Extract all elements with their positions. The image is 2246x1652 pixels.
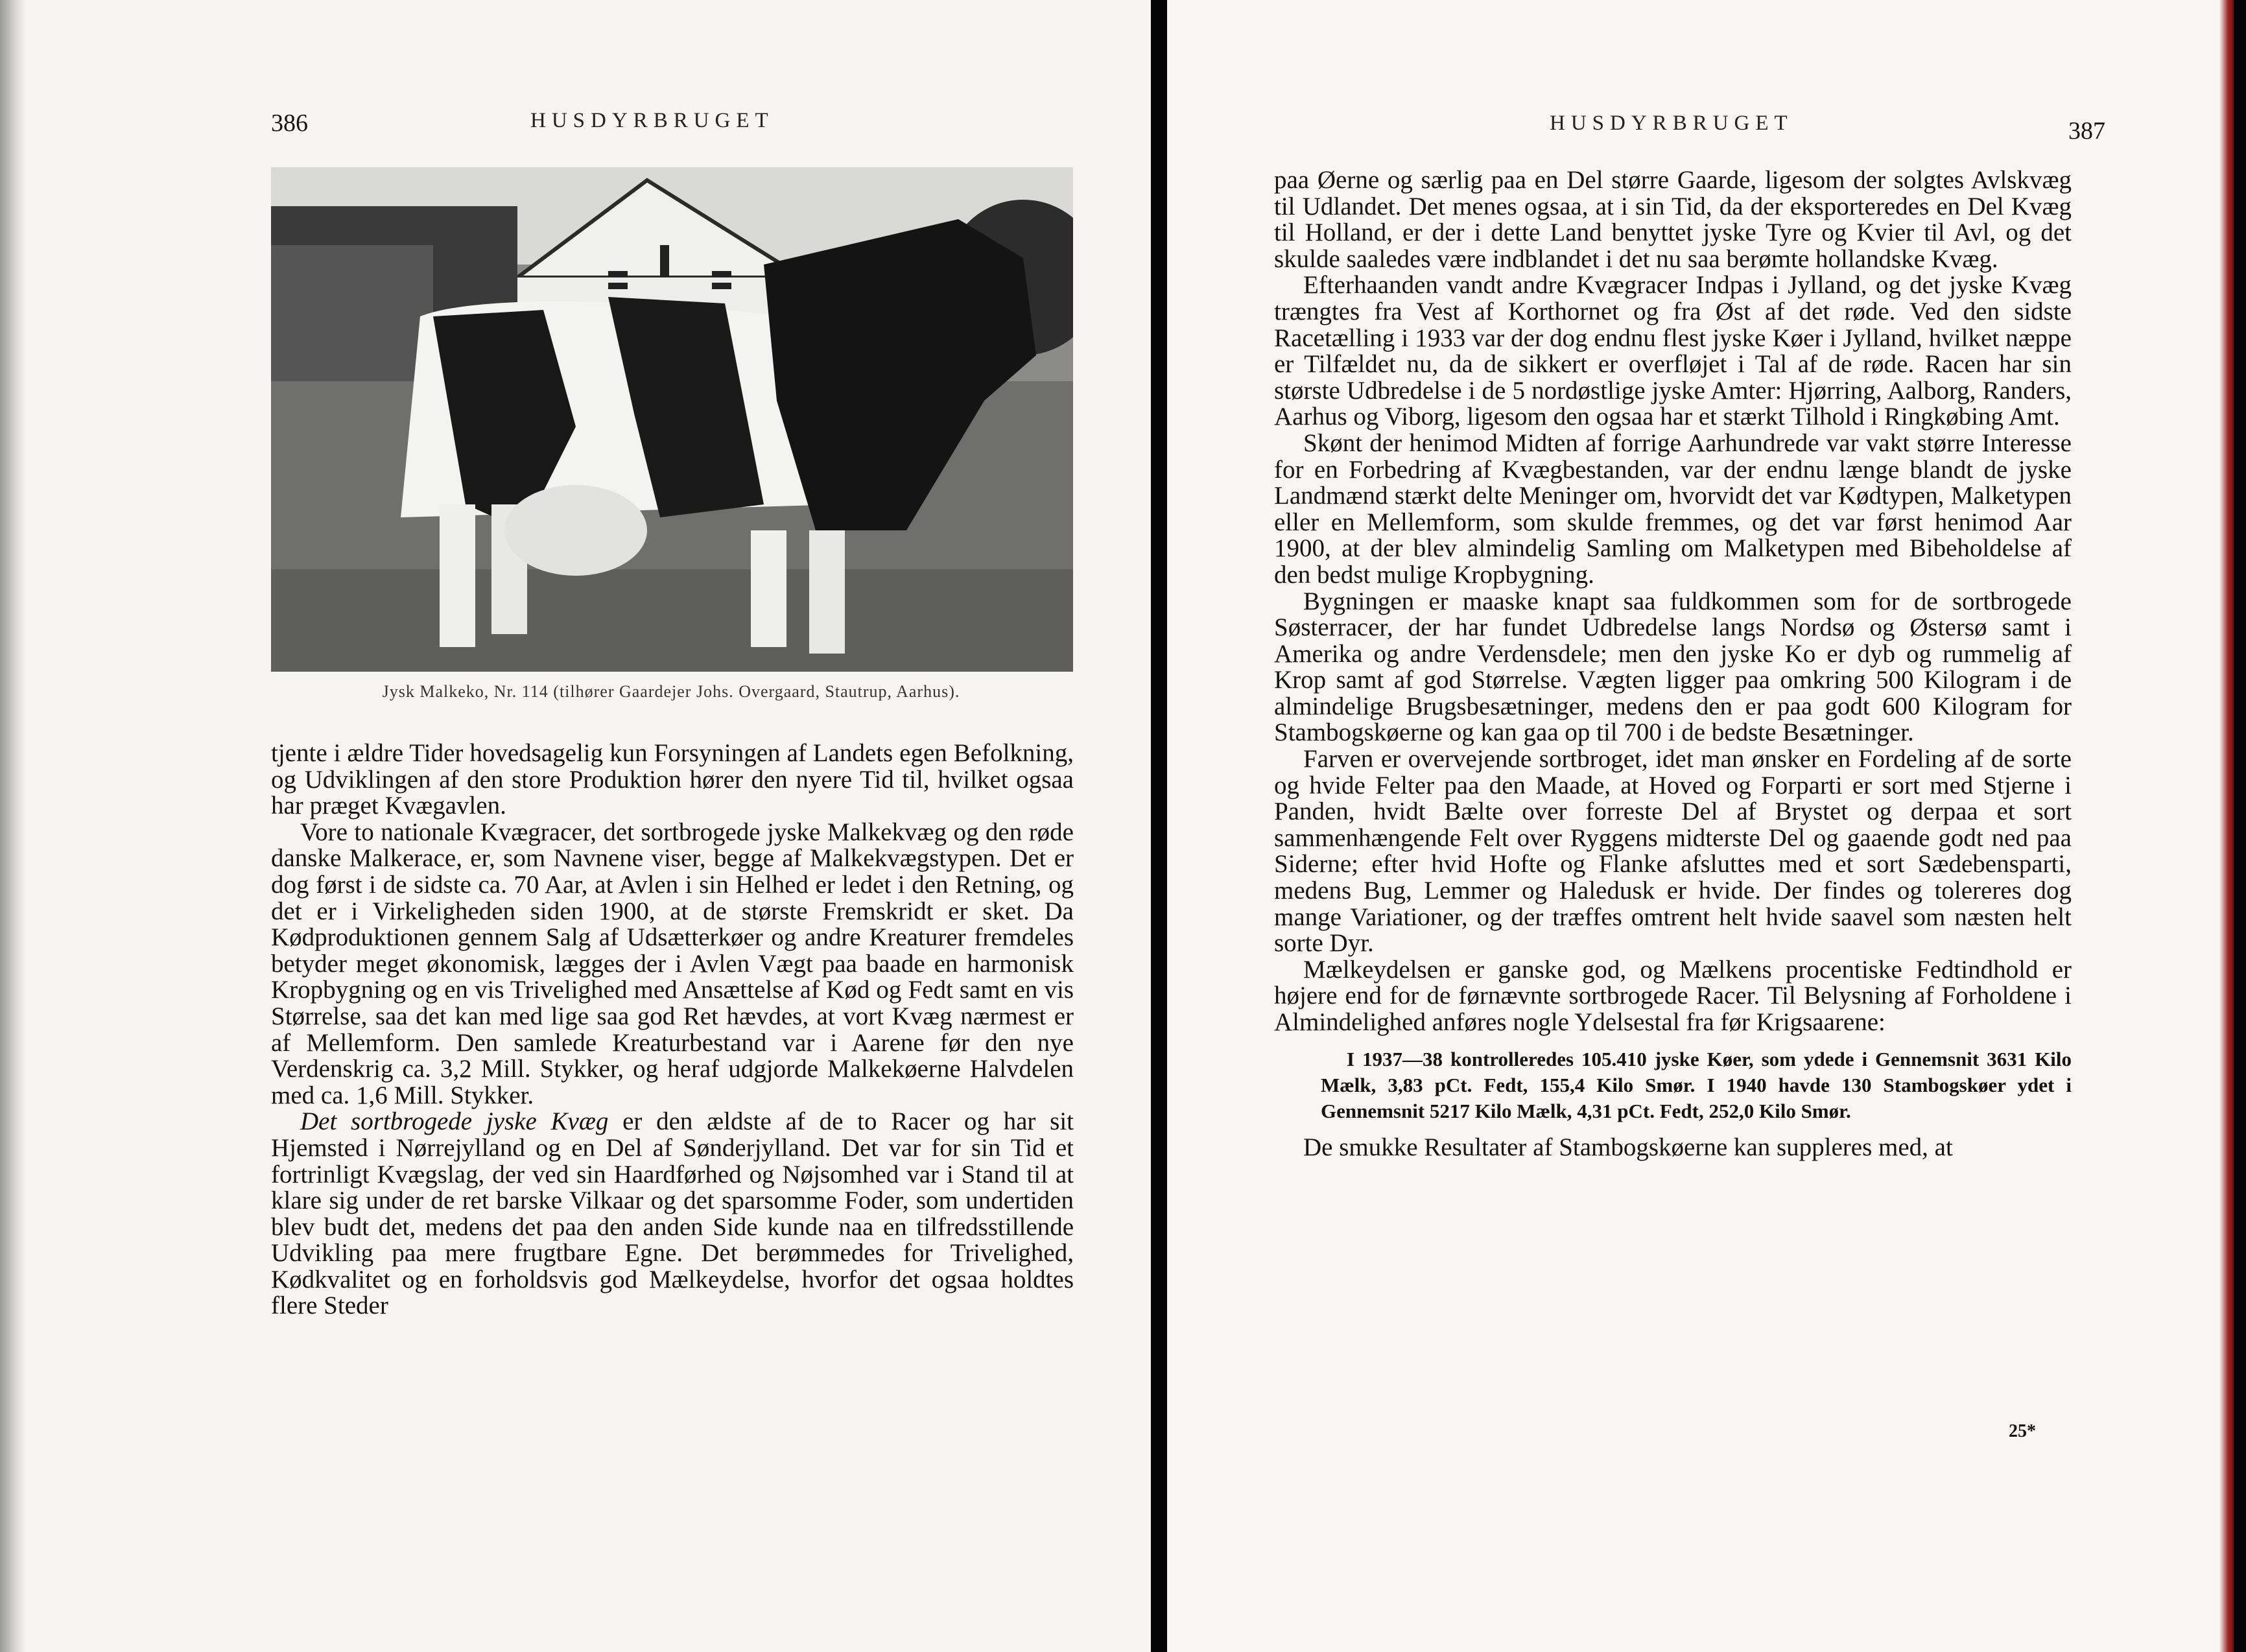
paragraph: Mælkeydelsen er ganske god, og Mælkens procentiske Fedtindhold er højere end for de førnævnte sortbrogede Racer. Til Belysning af Forholdene i Almindelighed anføres nogle Ydelsestal fra før Krigsaarene: (1274, 955, 2072, 1036)
statistics-note: I 1937—38 kontrolleredes 105.410 jyske Køer, som ydede i Gennemsnit 3631 Kilo Mælk, 3,83 pCt. Fedt, 155,4 Kilo Smør. I 1940 havde 130 Stambogskøer ydet i Gennemsnit 5217 Kilo Mælk, 4,31 pCt. Fedt, 252,0 Kilo Smør. (1321, 1047, 2072, 1122)
paragraph (271, 1109, 1074, 1319)
page-edge (2219, 0, 2234, 1652)
paragraph-text: er den ældste af de to Racer og har sit Hjemsted i Nørrejylland og en Del af Sønderjylland. Det var for sin Tid et fortrinligt Kvægslag, der ved sin Haardførhed og Nøjsomhed var i Stand til at klare sig under de ret barske Vilkaar og det sparsomme Foder, som undertiden blev budt det, medens det paa den anden Side kunde naa en tilfredsstillende Udvikling paa mere frugtbare Egne. Det berømmedes for Trivelighed, Kødkvalitet og en forholdsvis god Mælkeydelse, hvorfor det ogsaa holdtes flere Steder (271, 1107, 1074, 1320)
cow-photo (271, 167, 1073, 672)
paragraph: Vore to nationale Kvægracer, det sortbrogede jyske Malkekvæg og den røde danske Malkerace, er, som Navnene viser, begge af Malkekvægstypen. Det er dog først i de sidste ca. 70 Aar, at Avlen i sin Helhed er ledet i den Retning, og det er i Virkeligheden siden 1900, at de største Fremskridt er sket. Da Kødproduktionen gennem Salg af Udsætterkøer og andre Kreaturer fremdeles betyder meget økonomisk, lægges der i Avlen Vægt paa baade en harmonisk Kropbygning og en vis Trivelighed med Ansættelse af Kød og Fedt samt en vis Størrelse, saa det kan med lige saa god Ret hævdes, at vort Kvæg nærmest er af Mellemform. Den samlede Kreaturbestand var i Aarene før den nye Verdenskrig ca. 3,2 Mill. Stykker, og heraf udgjorde Malkekøerne Halvdelen med ca. 1,6 Mill. Stykker. (271, 818, 1074, 1109)
cow-photo-illustration (271, 167, 1073, 672)
running-head: HUSDYRBRUGET (530, 109, 774, 132)
page-number: 387 (2068, 117, 2105, 145)
paragraph: Skønt der henimod Midten af forrige Aarhundrede var vakt større Interesse for en Forbedring af Kvægbestanden, var der endnu længe blandt de jyske Landmænd stærkt delte Meninger om, hvorvidt det var Kødtypen, Malketypen eller en Mellemform, som skulde fremmes, og det var først henimod Aar 1900, at der blev almindelig Samling om Malketypen med Bibeholdelse af den bedst mulige Kropbygning. (1274, 429, 2072, 589)
page-edge (0, 0, 26, 1652)
signature-mark: 25* (2009, 1421, 2036, 1441)
left-text-column (271, 740, 1074, 1319)
right-text-column (1274, 167, 2072, 1161)
running-head: HUSDYRBRUGET (1550, 112, 1793, 135)
page-number: 386 (271, 110, 308, 137)
paragraph: tjente i ældre Tider hovedsagelig kun Forsyningen af Landets egen Befolkning, og Udviklingen af den store Produktion hører den nyere Tid til, hvilket ogsaa har præget Kvægavlen. (271, 739, 1074, 820)
emphasis: Det sortbrogede jyske Kvæg (300, 1107, 609, 1136)
figure-caption: Jysk Malkeko, Nr. 114 (tilhører Gaardejer Johs. Overgaard, Stautrup, Aarhus). (382, 682, 960, 701)
paragraph: paa Øerne og særlig paa en Del større Gaarde, ligesom der solgtes Avlskvæg til Udlandet. Det menes ogsaa, at i sin Tid, da der eksporteredes en Del Kvæg til Holland, er der i dette Land benyttet jyske Tyre og Kvier til Avl, og det skulde saaledes være indblandet i det nu saa berømte hollandske Kvæg. (1274, 166, 2072, 273)
paragraph: Farven er overvejende sortbroget, idet man ønsker en Fordeling af de sorte og hvide Felter paa den Maade, at Hoved og Forparti er sort med Stjerne i Panden, hvidt Bælte over forreste Del af Brystet og derpaa et sort sammenhængende Felt over Ryggens midterste Del og gaaende godt ned paa Siderne; efter hvid Hofte og Flanke afsluttes med et sort Sædebensparti, medens Bug, Lemmer og Haledusk er hvide. Der findes og tolereres dog mange Variationer, og der træffes omtrent helt hvide saavel som næsten helt sorte Dyr. (1274, 745, 2072, 958)
paragraph: Bygningen er maaske knapt saa fuldkommen som for de sortbrogede Søsterracer, der har fundet Udbredelse langs Nordsø og Østersø samt i Amerika og andre Verdensdele; men den jyske Ko er dyb og rummelig af Krop samt af god Størrelse. Vægten ligger paa omkring 500 Kilogram i de almindelige Brugsbesætninger, medens den er paa godt 600 Kilogram for Stambogskøerne og kan gaa op til 700 i de bedste Besætninger. (1274, 587, 2072, 747)
paragraph: Efterhaanden vandt andre Kvægracer Indpas i Jylland, og det jyske Kvæg trængtes fra Vest af Korthornet og fra Øst af det røde. Ved den sidste Racetælling i 1933 var der dog endnu flest jyske Køer i Jylland, hvilket næppe er Tilfældet nu, da de sikkert er overfløjet i Tal af de røde. Racen har sin største Udbredelse i de 5 nordøstlige jyske Amter: Hjørring, Aalborg, Randers, Aarhus og Viborg, ligesom den ogsaa har et stærkt Tilhold i Ringkøbing Amt. (1274, 271, 2072, 431)
paragraph: De smukke Resultater af Stambogskøerne kan suppleres med, at (1303, 1133, 1953, 1161)
right-page (1167, 0, 2234, 1652)
